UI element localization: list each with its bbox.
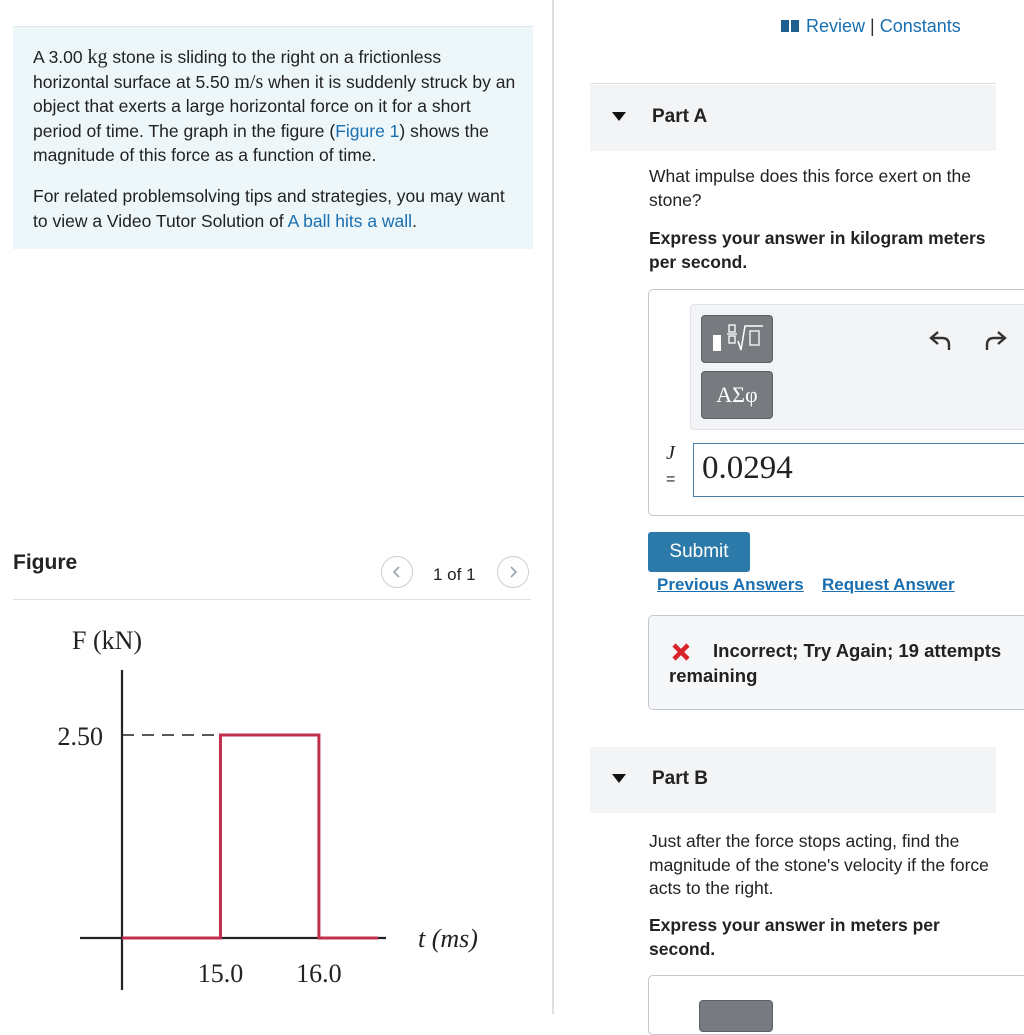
part-a-header[interactable] xyxy=(590,85,996,151)
figure-prev-button[interactable] xyxy=(381,556,413,588)
force-time-graph xyxy=(0,600,540,1014)
feedback-line-2: remaining xyxy=(669,665,758,686)
force-pulse-line xyxy=(122,735,378,938)
variable-label: J xyxy=(666,442,675,464)
x-tick-label: 16.0 xyxy=(296,959,342,988)
figure-pager: 1 of 1 xyxy=(433,565,476,584)
unit-kg: kg xyxy=(87,46,108,68)
x-axis-label: t (ms) xyxy=(418,924,478,953)
constants-link[interactable]: Constants xyxy=(879,16,961,36)
figure-heading: Figure xyxy=(13,551,78,574)
problem-statement xyxy=(13,26,533,249)
problem-paragraph-2: For related problemsolving tips and strategies, you may want to view a Video Tutor Solution of A ball hits a wall. xyxy=(33,186,505,231)
equals-sign: = xyxy=(666,471,676,488)
part-b-answer-card xyxy=(648,975,1024,1035)
x-tick-label: 15.0 xyxy=(197,959,244,988)
part-b-title: Part B xyxy=(652,768,708,789)
greek-symbols-button[interactable]: ΑΣφ xyxy=(701,371,773,419)
chevron-left-icon xyxy=(391,565,403,579)
part-a-question: What impulse does this force exert on the stone? xyxy=(649,166,971,210)
template-button[interactable] xyxy=(699,1000,773,1032)
review-constants-header: Review | Constants xyxy=(780,16,961,37)
figure-link[interactable]: Figure 1 xyxy=(335,120,400,141)
feedback-box xyxy=(648,615,1024,710)
feedback-line-1: Incorrect; Try Again; 19 attempts xyxy=(713,640,1002,661)
unit-m-per-s: m/s xyxy=(234,70,264,93)
previous-answers-link[interactable]: Previous Answers xyxy=(657,575,804,594)
collapse-triangle-icon xyxy=(612,112,626,121)
answer-input[interactable]: 0.0294 xyxy=(693,443,1024,497)
part-a-instruction: Express your answer in kilogram meters per second. xyxy=(649,228,986,272)
redo-icon[interactable] xyxy=(983,329,1007,351)
problem-paragraph-1: A 3.00 kg stone is sliding to the right on a frictionless horizontal surface at 5.50 m/s when it is suddenly struck by an object that exerts a large horizontal force on it for a short period of time. The graph in the figure (Figure 1) shows the magnitude of this force as a function of time. xyxy=(33,46,516,165)
x-mark-icon xyxy=(671,642,691,662)
video-tutor-link[interactable]: A ball hits a wall xyxy=(287,210,413,231)
collapse-triangle-icon xyxy=(612,774,626,783)
undo-icon[interactable] xyxy=(929,329,953,351)
header-divider xyxy=(590,83,996,84)
submit-button[interactable]: Submit xyxy=(648,532,750,572)
book-icon xyxy=(780,19,800,33)
y-axis-label: F (kN) xyxy=(72,626,143,655)
math-toolbar xyxy=(690,304,1024,430)
part-b-header[interactable] xyxy=(590,747,996,813)
request-answer-link[interactable]: Request Answer xyxy=(822,575,955,594)
y-tick-label: 2.50 xyxy=(57,721,103,751)
panel-divider xyxy=(552,0,554,1014)
figure-next-button[interactable] xyxy=(497,556,529,588)
fraction-sqrt-template-icon xyxy=(707,321,767,357)
chevron-right-icon xyxy=(507,565,519,579)
template-button[interactable] xyxy=(701,315,773,363)
part-b-instruction: Express your answer in meters per second. xyxy=(649,915,940,959)
part-b-question: Just after the force stops acting, find the magnitude of the stone's velocity if the force acts to the right. xyxy=(649,831,989,898)
review-link[interactable]: Review xyxy=(806,16,866,36)
part-a-title: Part A xyxy=(652,106,708,127)
